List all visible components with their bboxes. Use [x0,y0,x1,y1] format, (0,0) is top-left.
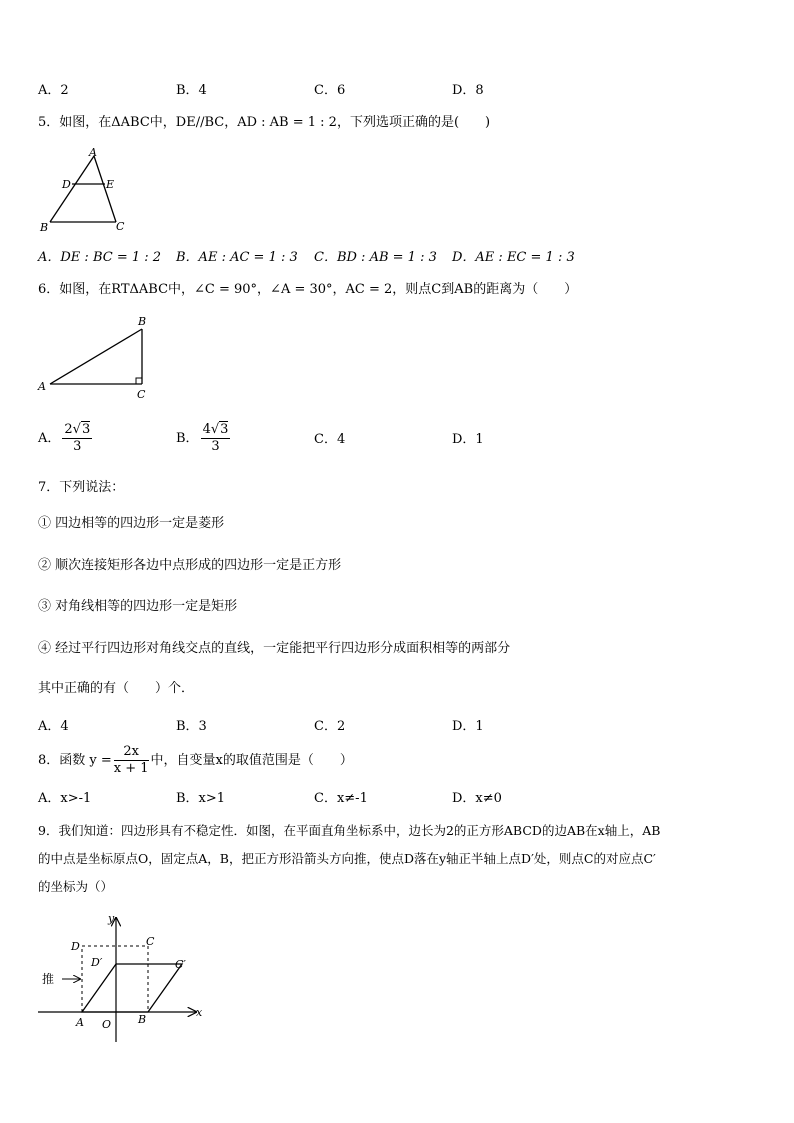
q8-option-a: A．x>-1 [38,791,92,806]
q9-label-c-prime: C′ [175,958,186,971]
q7-tail: 其中正确的有（ ）个． [38,681,195,696]
q4-option-c: C．6 [314,83,346,98]
q8-option-d: D．x≠0 [452,791,502,806]
q9-line-2: 的中点是坐标原点O，固定点A，B，把正方形沿箭头方向推，使点D落在y轴正半轴上点D′处，则点C的对应点C′ [38,851,656,866]
q5-stem: 5．如图，在ΔABC中，DE//BC，AD : AB = 1 : 2，下列选项正确的是( ) [38,115,491,130]
q9-line-1: 9．我们知道：四边形具有不稳定性．如图，在平面直角坐标系中，边长为2的正方形ABCD的边AB在x轴上，AB [38,823,661,838]
q6-right-triangle-figure [36,312,166,402]
q7-option-d: D．1 [452,719,484,734]
q5-label-b: B [40,221,49,234]
q7-statement-4: ④ 经过平行四边形对角线交点的直线，一定能把平行四边形分成面积相等的两部分 [38,641,511,656]
q6-label-b: B [138,315,147,328]
q8-option-c: C．x≠-1 [314,791,368,806]
q9-label-o: O [102,1018,112,1031]
q6-option-c: C．4 [314,432,346,447]
q5-option-a: A．DE : BC = 1 : 2 [38,250,162,265]
q5-triangle-figure [36,146,136,236]
q5-option-b: B．AE : AC = 1 : 3 [176,250,298,265]
q5-option-c: C．BD : AB = 1 : 3 [314,250,437,265]
q5-label-d: D [62,178,71,191]
q9-axis-x-label: x [196,1006,203,1019]
q5-label-c: C [116,220,125,233]
q4-option-d: D．8 [452,83,484,98]
q6-option-b: B． $\frac{4√3}{3}$ [176,422,229,454]
q9-line-3: 的坐标为（） [38,879,114,894]
q6-option-a: A． $\frac{2√3}{3}$ [38,422,91,454]
q9-label-d-prime: D′ [91,956,103,969]
q7-statement-2: ② 顺次连接矩形各边中点形成的四边形一定是正方形 [38,558,342,573]
q4-option-b: B．4 [176,83,207,98]
q7-option-a: A．4 [38,719,69,734]
q7-statement-3: ③ 对角线相等的四边形一定是矩形 [38,599,238,614]
q9-label-a: A [76,1016,84,1029]
q7-statement-1: ① 四边相等的四边形一定是菱形 [38,516,225,531]
q5-label-a: A [89,146,97,159]
q6-label-a: A [38,380,46,393]
q9-coordinate-figure [36,910,216,1045]
q4-option-a: A．2 [38,83,69,98]
q5-option-d: D．AE : EC = 1 : 3 [452,250,575,265]
q6-label-c: C [137,388,146,401]
q6-option-d: D．1 [452,432,484,447]
q5-label-e: E [106,178,115,191]
q6-stem: 6．如图，在RTΔABC中，∠C = 90°，∠A = 30°，AC = 2，则点C到AB的距离为（ ） [38,282,578,297]
q9-push-label: 推 [42,972,55,986]
q7-option-c: C．2 [314,719,346,734]
q9-label-b: B [138,1013,147,1026]
q7-stem: 7．下列说法： [38,480,125,495]
q9-label-c: C [146,935,155,948]
q8-option-b: B．x>1 [176,791,226,806]
q9-label-d: D [71,940,80,953]
q9-axis-y-label: y [108,912,115,925]
q8-stem: 8．函数 y = $\frac{2x}{x + 1}$ 中，自变量x的取值范围是（ ） [38,744,353,776]
q7-option-b: B．3 [176,719,207,734]
